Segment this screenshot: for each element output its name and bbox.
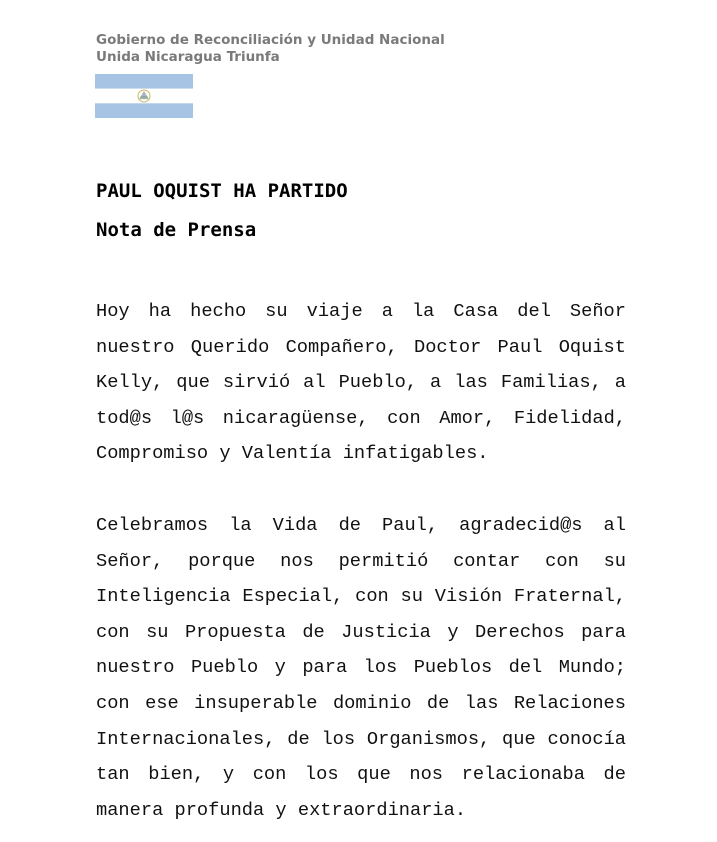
letterhead xyxy=(96,32,616,66)
government-name: Gobierno de Reconciliación y Unidad Nacional xyxy=(96,32,445,48)
government-slogan: Unida Nicaragua Triunfa xyxy=(96,49,280,65)
press-release xyxy=(96,172,626,828)
document-subtitle: Nota de Prensa xyxy=(96,219,257,241)
nicaragua-flag-icon xyxy=(95,74,193,118)
document-title: PAUL OQUIST HA PARTIDO xyxy=(96,180,348,202)
paragraph-1: Hoy ha hecho su viaje a la Casa del Señor nuestro Querido Compañero, Doctor Paul Oquist Kelly, que sirvió al Pueblo, a las Familias, a tod@s l@s nicaragüense, con Amor, Fidelidad, Compromiso y Valentía infatigables. xyxy=(96,300,626,465)
paragraph-2: Celebramos la Vida de Paul, agradecid@s al Señor, porque nos permitió contar con su Inteligencia Especial, con su Visión Fraternal, con su Propuesta de Justicia y Derechos para nuestro Pueblo y para los Pueblos del Mundo; con ese insuperable dominio de las Relaciones Internacionales, de los Organismos, que conocía tan bien, y con los que nos relacionaba de manera profunda y extraordinaria. xyxy=(96,513,626,821)
